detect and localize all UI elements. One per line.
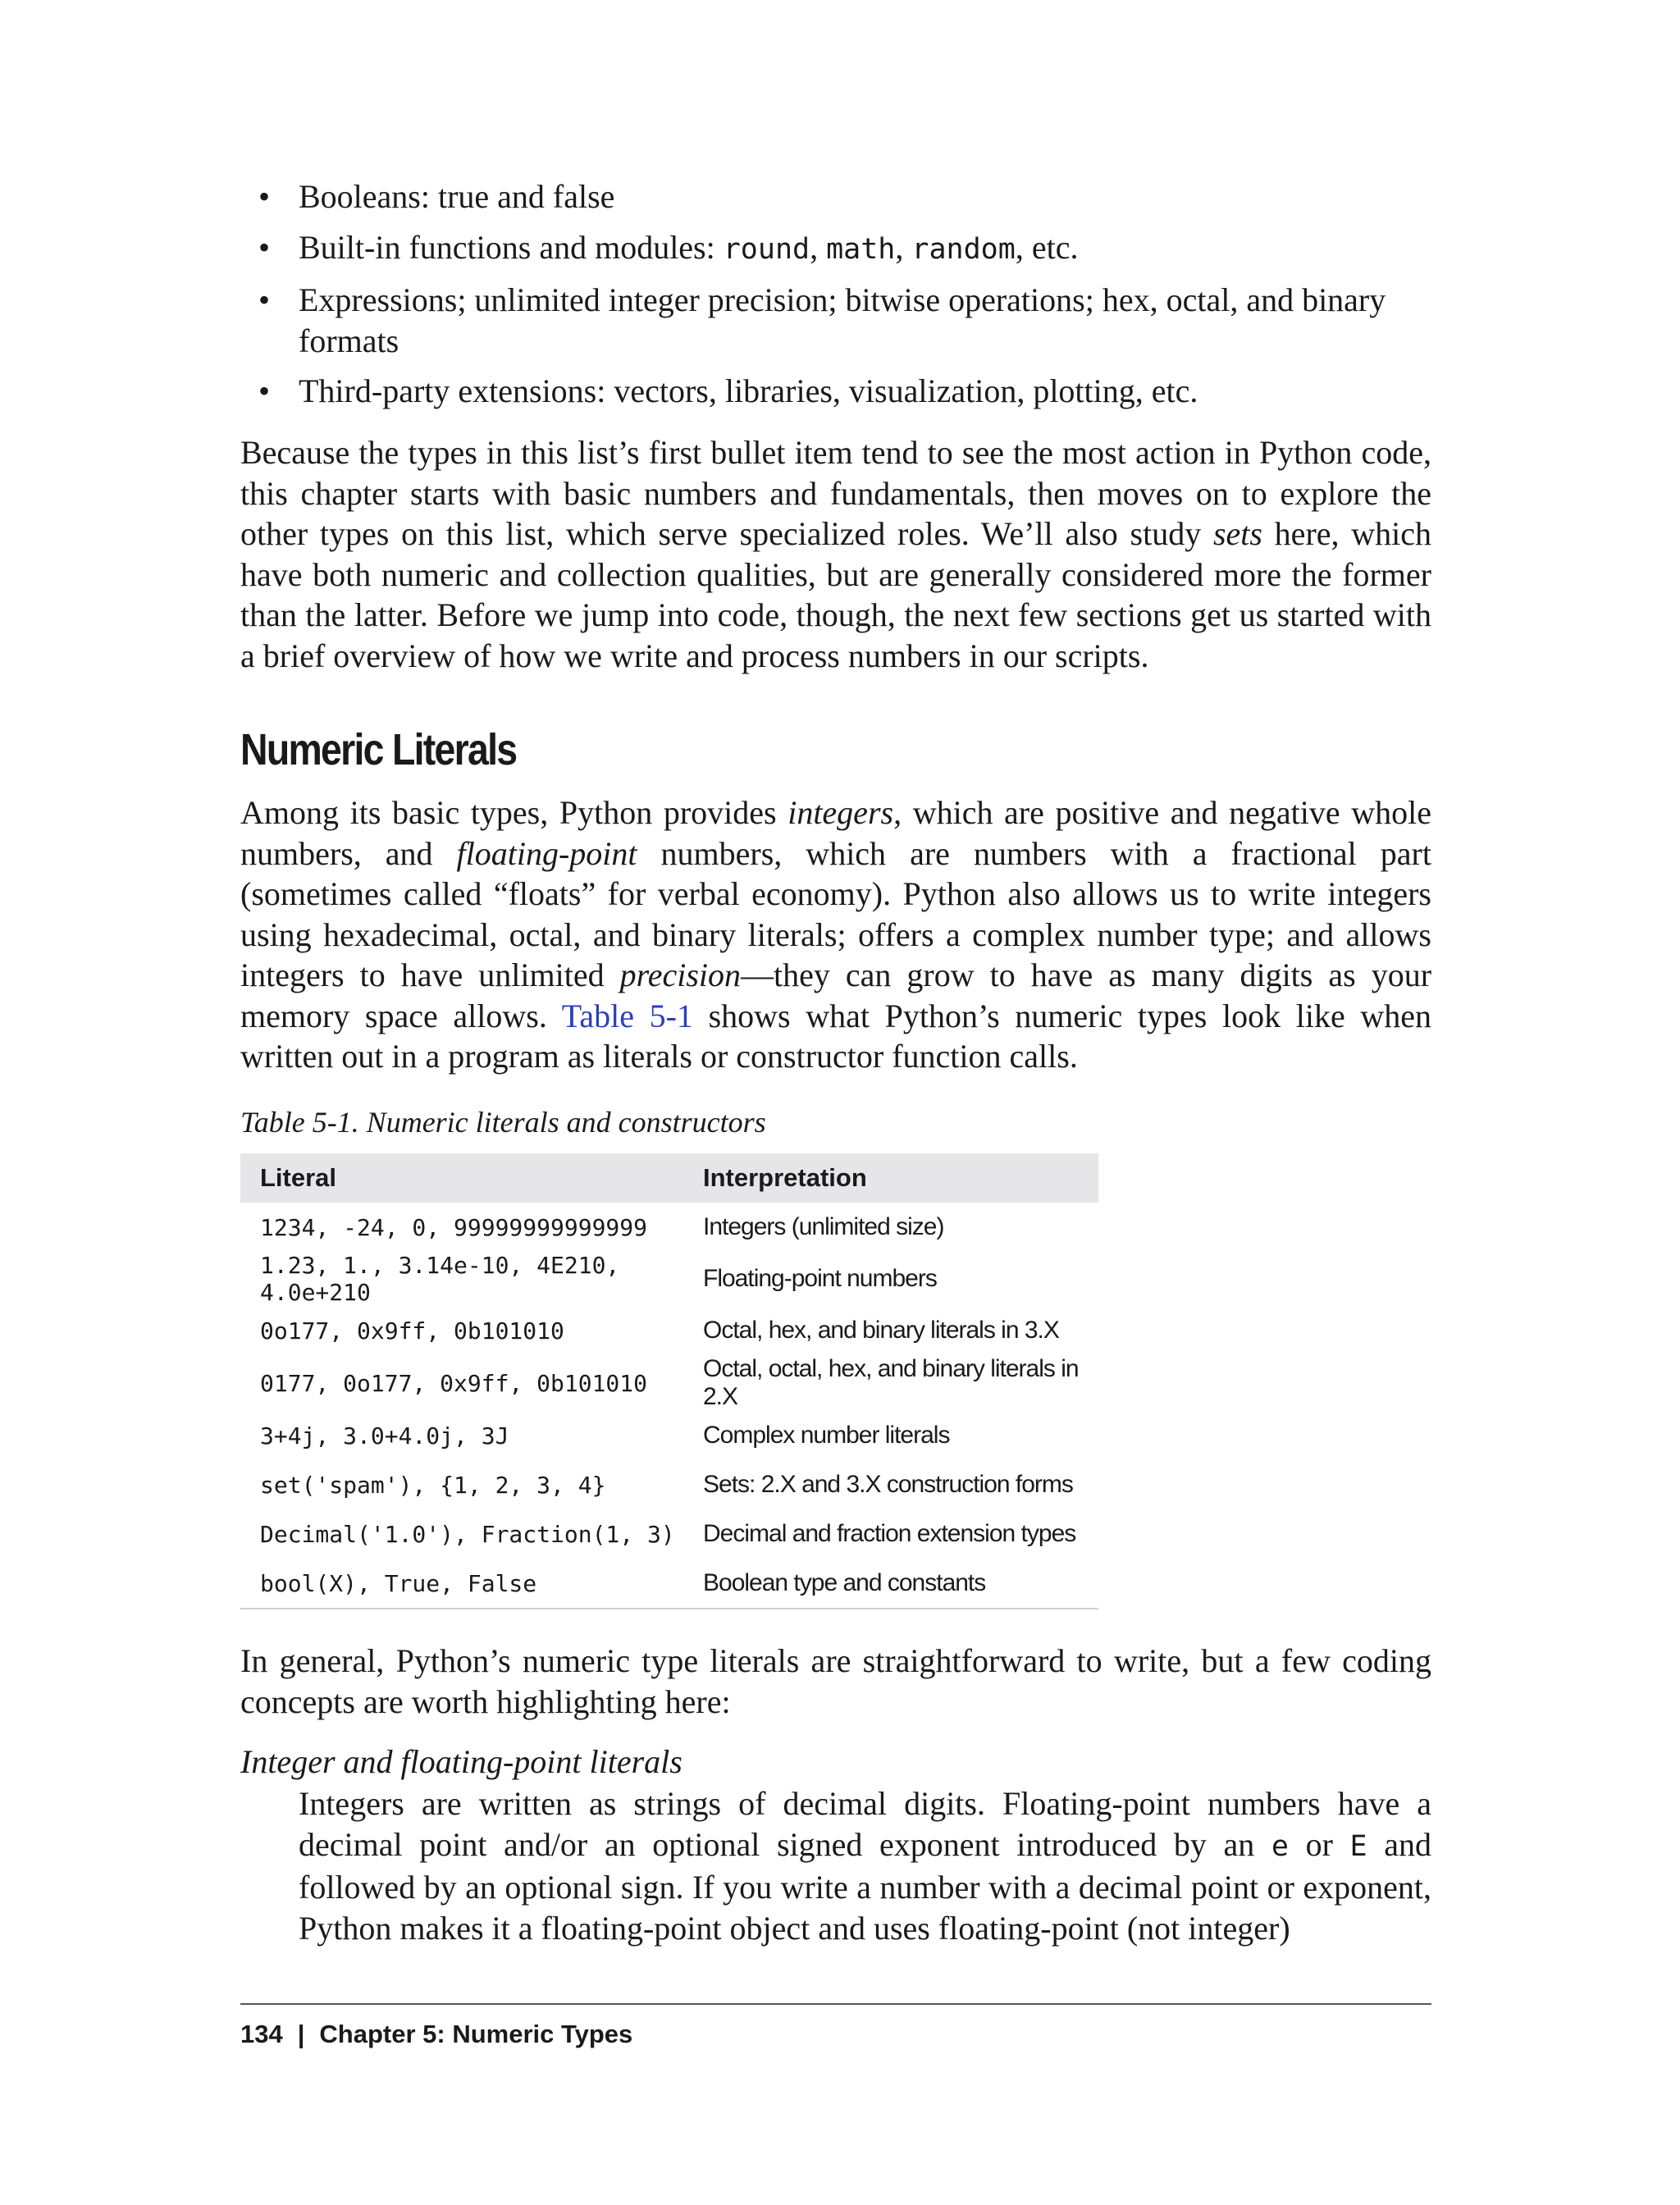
table-row: 3+4j, 3.0+4.0j, 3J Complex number literals: [260, 1422, 950, 1449]
definition-term: Integer and floating-point literals: [240, 1743, 682, 1780]
column-header-interpretation: Interpretation: [683, 1153, 1098, 1203]
page-footer: [240, 2020, 632, 2049]
table-row: 0177, 0o177, 0x9ff, 0b101010 Octal, octal, hex, and binary literals in 2.X: [260, 1355, 1079, 1410]
list-item: • Expressions; unlimited integer precision; bitwise operations; hex, octal, and binary formats: [258, 281, 1386, 359]
column-header-literal: Literal: [240, 1153, 683, 1203]
concepts-paragraph: In general, Python’s numeric type literals are straightforward to write, but a few coding concepts are worth highlighting here:: [240, 1642, 1431, 1720]
numeric-literals-paragraph: Among its basic types, Python provides integers, which are positive and negative whole numbers, and floating-point numbers, which are numbers with a fractional part (sometimes called “floats” for verbal economy). Python also allows us to write integers using hexadecimal, octal, and binary literals; offers a complex number type; and allows integers to have unlimited precision—they can grow to have as many digits as your memory space allows. Table 5-1 shows what Python’s numeric types look like when written out in a program as literals or constructor function calls.: [240, 794, 1432, 1075]
list-item: • Built-in functions and modules: round, math, random, etc.: [240, 227, 1431, 271]
bullet-icon: •: [258, 372, 271, 409]
chapter-title: Chapter 5: Numeric Types: [319, 2020, 633, 2048]
footer-divider: [240, 2003, 1431, 2005]
list-item: • Third-party extensions: vectors, libraries, visualization, plotting, etc.: [240, 371, 1431, 412]
page-number: 134: [240, 2020, 283, 2048]
table-reference-link[interactable]: Table 5-1: [561, 997, 693, 1034]
inline-code: round: [723, 232, 810, 266]
table-row: 0o177, 0x9ff, 0b101010 Octal, hex, and binary literals in 3.X: [260, 1317, 1059, 1344]
table-row: 1234, -24, 0, 99999999999999 Integers (unlimited size): [260, 1213, 944, 1241]
table-caption: Table 5-1. Numeric literals and constructors: [240, 1106, 766, 1139]
inline-code: random: [911, 232, 1016, 266]
bullet-icon: •: [258, 178, 271, 215]
table-row: bool(X), True, False Boolean type and constants: [240, 1559, 1098, 1609]
table-row: set('spam'), {1, 2, 3, 4} Sets: 2.X and 3.X construction forms: [260, 1471, 1073, 1499]
inline-code: e: [1271, 1829, 1289, 1863]
intro-paragraph: Because the types in this list’s first bullet item tend to see the most action in Python code, this chapter starts with basic numbers and fundamentals, then moves on to explore the other types on this list, which serve specialized roles. We’ll also study sets here, which have both numeric and collection qualities, but are generally considered more the former than the latter. Before we jump into code, though, the next few sections get us started with a brief overview of how we write and process numbers in our scripts.: [240, 434, 1432, 674]
table-header-row: [240, 1153, 1098, 1203]
footer-separator: |: [297, 2020, 305, 2048]
list-item: • Booleans: true and false: [240, 176, 1431, 217]
bullet-list: [240, 176, 1431, 422]
inline-code: math: [826, 232, 896, 266]
section-heading: Numeric Literals: [240, 725, 517, 774]
bullet-icon: •: [258, 228, 271, 266]
inline-code: E: [1349, 1829, 1367, 1863]
table-row: 1.23, 1., 3.14e-10, 4E210, 4.0e+210 Floating-point numbers: [260, 1252, 937, 1306]
table-row: Decimal('1.0'), Fraction(1, 3) Decimal and fraction extension types: [260, 1520, 1076, 1548]
numeric-literals-table: [240, 1153, 1098, 1609]
bullet-icon: •: [258, 281, 271, 318]
definition-body: Integers are written as strings of decimal digits. Floating-point numbers have a decimal point and/or an optional signed exponent introduced by an e or E and followed by an optional sign. If you write a number with a decimal point or exponent, Python makes it a floating-point object and uses floating-point (not integer): [299, 1785, 1431, 1947]
